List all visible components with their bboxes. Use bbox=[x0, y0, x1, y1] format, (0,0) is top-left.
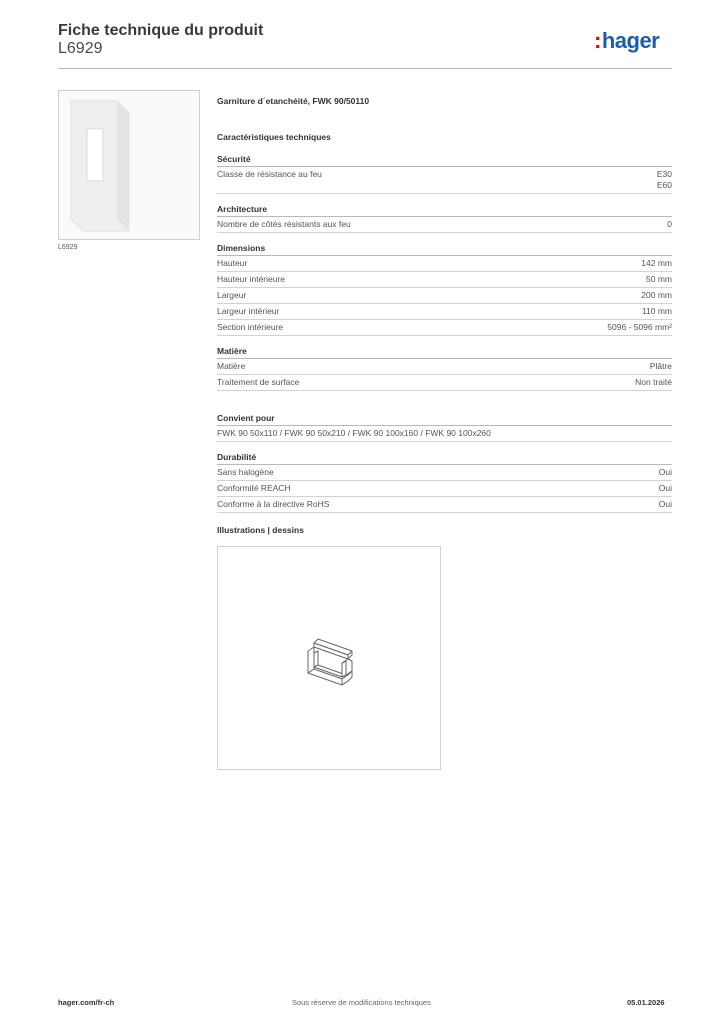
spec-value: Plâtre bbox=[649, 361, 672, 371]
product-image bbox=[58, 90, 200, 240]
spec-value: 0 bbox=[667, 219, 672, 229]
product-image-caption: L6929 bbox=[58, 244, 78, 251]
spec-value: 5096 - 5096 mm² bbox=[607, 322, 672, 332]
spec-label: Matière bbox=[217, 361, 246, 371]
section-durabilite bbox=[217, 452, 672, 513]
spec-row bbox=[217, 167, 672, 194]
section-title: Dimensions bbox=[217, 243, 672, 256]
spec-row bbox=[217, 272, 672, 288]
spec-value: 142 mm bbox=[641, 258, 672, 268]
spec-value: 110 mm bbox=[641, 306, 672, 316]
spec-value: Oui bbox=[658, 483, 672, 493]
tech-heading: Caractéristiques techniques bbox=[217, 132, 331, 142]
section-convient bbox=[217, 413, 672, 442]
spec-row bbox=[217, 288, 672, 304]
footer-notice: Sous réserve de modifications techniques bbox=[292, 998, 431, 1007]
spec-row bbox=[217, 465, 672, 481]
section-title: Matière bbox=[217, 346, 672, 359]
footer-date: 05.01.2026 bbox=[627, 998, 665, 1007]
section-title: Architecture bbox=[217, 204, 672, 217]
spec-value: 200 mm bbox=[641, 290, 672, 300]
spec-row bbox=[217, 304, 672, 320]
section-gap bbox=[217, 401, 672, 413]
section-title: Convient pour bbox=[217, 413, 672, 426]
spec-value: 50 mm bbox=[646, 274, 672, 284]
spec-label: Traitement de surface bbox=[217, 377, 300, 387]
logo-colon-icon: : bbox=[594, 28, 601, 53]
spec-label: Nombre de côtés résistants aux feu bbox=[217, 219, 351, 229]
spec-row bbox=[217, 217, 672, 233]
spec-panel bbox=[217, 96, 672, 535]
spec-value: E30 E60 bbox=[656, 169, 672, 190]
spec-label: Sans halogène bbox=[217, 467, 274, 477]
spec-row bbox=[217, 375, 672, 391]
illustrations-heading: Illustrations | dessins bbox=[217, 525, 304, 535]
product-frame-icon bbox=[59, 91, 199, 239]
spec-row bbox=[217, 481, 672, 497]
spec-row bbox=[217, 359, 672, 375]
spec-label: Largeur bbox=[217, 290, 247, 300]
section-dimensions bbox=[217, 243, 672, 336]
section-title: Durabilité bbox=[217, 452, 672, 465]
compatibility-list: FWK 90 50x110 / FWK 90 50x210 / FWK 90 100x160 / FWK 90 100x260 bbox=[217, 426, 672, 442]
spec-row bbox=[217, 256, 672, 272]
spec-value: Oui bbox=[658, 499, 672, 509]
product-name: Garniture d´etanchéité, FWK 90/50110 bbox=[217, 96, 370, 106]
seal-drawing-icon bbox=[218, 547, 440, 769]
spec-label: Classe de résistance au feu bbox=[217, 169, 322, 179]
spec-label: Hauteur bbox=[217, 258, 248, 268]
logo-text: hager bbox=[601, 28, 660, 53]
spec-row bbox=[217, 320, 672, 336]
section-architecture bbox=[217, 204, 672, 233]
illustration-drawing bbox=[217, 546, 441, 770]
spec-label: Largeur intérieur bbox=[217, 306, 280, 316]
spec-label: Conformité REACH bbox=[217, 483, 291, 493]
spec-label: Section intérieure bbox=[217, 322, 284, 332]
page-title: Fiche technique du produit bbox=[58, 22, 264, 39]
header-divider bbox=[58, 68, 672, 69]
spec-label: Hauteur intérieure bbox=[217, 274, 286, 284]
section-securite bbox=[217, 154, 672, 194]
footer-site[interactable]: hager.com/fr-ch bbox=[58, 998, 115, 1007]
hager-logo[interactable] bbox=[594, 28, 659, 54]
section-matiere bbox=[217, 346, 672, 391]
product-code: L6929 bbox=[58, 40, 103, 57]
spec-value: Oui bbox=[658, 467, 672, 477]
section-title: Sécurité bbox=[217, 154, 672, 167]
spec-row bbox=[217, 497, 672, 513]
spec-label: Conforme à la directive RoHS bbox=[217, 499, 330, 509]
spec-value: Non traité bbox=[635, 377, 672, 387]
